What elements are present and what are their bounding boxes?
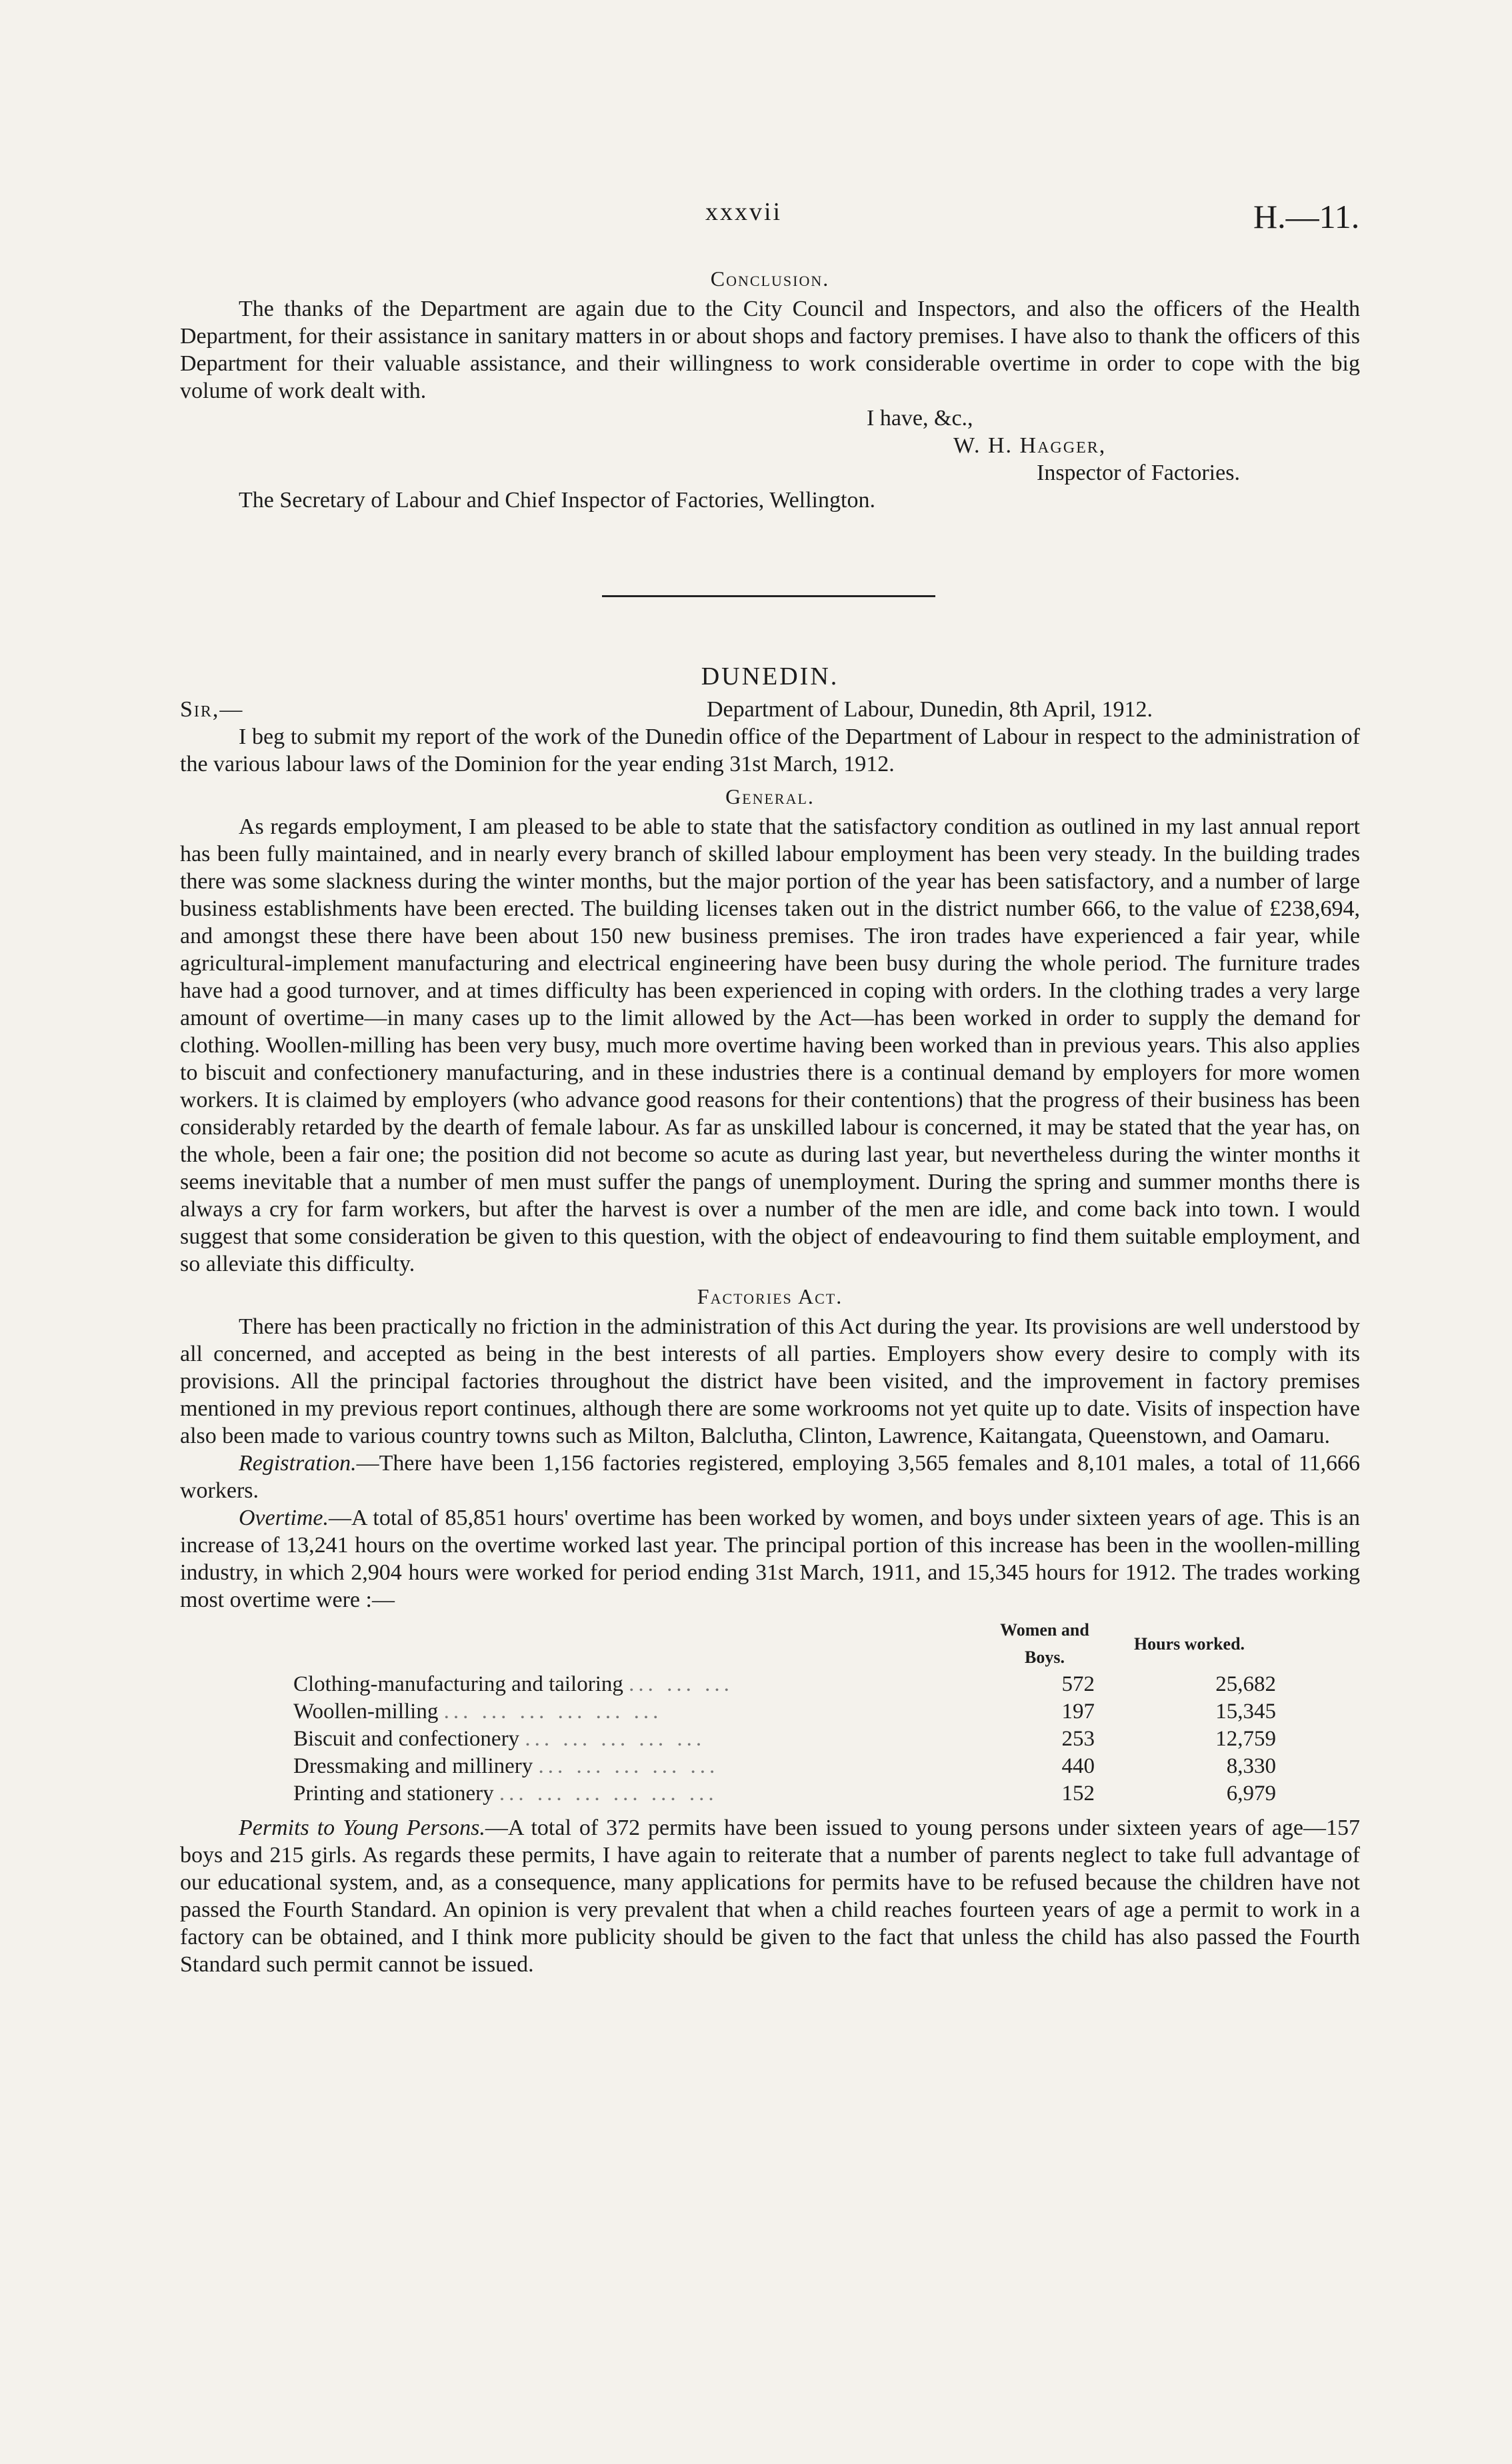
table-row: Dressmaking and millinery ... ... ... ... ... 440 8,330: [180, 1753, 1280, 1780]
hours-value: 8,330: [1226, 1754, 1276, 1778]
dunedin-section: [180, 663, 1360, 1978]
conclusion-heading: Conclusion.: [710, 267, 830, 291]
permits-label: Permits to Young Persons.: [239, 1816, 485, 1840]
table-row: Printing and stationery ... ... ... ... ... ... 152 6,979: [180, 1780, 1280, 1808]
factories-act-paragraph: There has been practically no friction in the administration of this Act during the year. Its provisions are well understood by all concerned, and accepted as being in the best interests of all parties. Employers show every desire to comply with its provisions. All the principal factories throughout the district have been visited, and the improvement in factory premises mentioned in my previous report continues, although there are some workrooms not yet quite up to date. Visits of inspection have also been made to various country towns such as Milton, Balclutha, Clinton, Lawrence, Kaitangata, Queenstown, and Oamaru.: [180, 1314, 1360, 1448]
registration-label: Registration.: [239, 1451, 357, 1476]
workers-value: 253: [1061, 1727, 1095, 1751]
col-hours-worked: Hours worked.: [1133, 1634, 1245, 1654]
hours-value: 15,345: [1215, 1700, 1276, 1724]
overtime-paragraph: Overtime.—A total of 85,851 hours' overtime has been worked by women, and boys under sixteen years of age. This is an increase of 13,241 hours on the overtime worked last year. The principal portion of this increase has been in the woollen-milling industry, in which 2,904 hours were worked for period ending 31st March, 1911, and 15,345 hours for 1912. The trades working most overtime were :—: [180, 1506, 1360, 1612]
conclusion-paragraph: The thanks of the Department are again due to the City Council and Inspectors, and also the officers of the Health Department, for their assistance in sanitary matters in or about shops and factory premises. I have also to thank the officers of this Department for their valuable assistance, and their willingness to work considerable overtime in order to cope with the big volume of work dealt with.: [180, 297, 1360, 403]
table-header-row: [180, 1616, 1280, 1671]
col-women-boys: Women and Boys.: [1000, 1620, 1089, 1667]
intro-paragraph: I beg to submit my report of the work of the Dunedin office of the Department of Labour in respect to the administration of the various labour laws of the Dominion for the year ending 31st March, 1912.: [180, 724, 1360, 776]
addressee: The Secretary of Labour and Chief Inspector of Factories, Wellington.: [239, 488, 875, 513]
page-header: [0, 197, 1512, 237]
general-paragraph: As regards employment, I am pleased to be able to state that the satisfactory condition as outlined in my last annual report has been fully maintained, and in nearly every branch of skilled labour employment has been very steady. In the building trades there was some slackness during the winter months, but the major portion of the year has been satisfactory, and a number of large business establishments have been erected. The building licenses taken out in the district number 666, to the value of £238,694, and amongst these there have been about 150 new business premises. The iron trades have experienced a fair year, while agricultural-implement manufacturing and electrical engineering have been busy during the whole period. The furniture trades have had a good turnover, and at times difficulty has been experienced in coping with orders. In the clothing trades a very large amount of overtime—in many cases up to the limit allowed by the Act—has been worked in order to supply the demand for clothing. Woollen-milling has been very busy, much more overtime having been worked than in previous years. This also applies to biscuit and confectionery manufacturing, and in these industries there is a continual demand by employers for more women workers. It is claimed by employers (who advance good reasons for their contentions) that the progress of their business has been considerably retarded by the dearth of female labour. As far as unskilled labour is concerned, it may be stated that the year has, on the whole, been a fair one; the position did not become so acute as during last year, but nevertheless during the winter months it seems inevitable that a number of men must suffer the pangs of unemployment. During the spring and summer months there is always a cry for farm workers, but after the harvest is over a number of the men are idle, and come back into town. I would suggest that some consideration be given to this question, with the object of endeavouring to find them suitable employment, and so alleviate this difficulty.: [180, 814, 1360, 1276]
dunedin-title: DUNEDIN.: [701, 662, 839, 690]
overtime-label: Overtime.: [239, 1506, 329, 1530]
hours-value: 6,979: [1226, 1782, 1276, 1806]
permits-paragraph: Permits to Young Persons.—A total of 372 permits have been issued to young persons under sixteen years of age—157 boys and 215 girls. As regards these permits, I have again to reiterate that a number of parents neglect to take full advantage of our educational system, and, as a consequence, many applications for permits have to be refused because the children have not passed the Fourth Standard. An opinion is very prevalent that when a child reaches fourteen years of age a permit to work in a factory can be obtained, and I think more publicity should be given to the fact that unless the child has also passed the Fourth Standard such permit cannot be issued.: [180, 1816, 1360, 1977]
trade-name: Clothing-manufacturing and tailoring: [293, 1672, 623, 1696]
workers-value: 572: [1061, 1672, 1095, 1696]
signatory-title: Inspector of Factories.: [1037, 461, 1240, 485]
registration-paragraph: Registration.—There have been 1,156 factories registered, employing 3,565 females and 8,101 males, a total of 11,666 workers.: [180, 1451, 1360, 1503]
overtime-table: [180, 1616, 1280, 1808]
dateline: Department of Labour, Dunedin, 8th April, 1912.: [707, 697, 1153, 722]
signatory-name: W. H. Hagger,: [953, 433, 1107, 458]
conclusion-section: [180, 260, 1360, 514]
table-row: Clothing-manufacturing and tailoring ... ... ... 572 25,682: [180, 1671, 1280, 1698]
workers-value: 197: [1061, 1700, 1095, 1724]
hours-value: 25,682: [1215, 1672, 1276, 1696]
general-heading: General.: [725, 784, 815, 808]
trade-name: Woollen-milling: [293, 1700, 439, 1724]
section-divider: [602, 595, 935, 597]
hours-value: 12,759: [1215, 1727, 1276, 1751]
workers-value: 152: [1061, 1782, 1095, 1806]
document-reference: H.—11.: [1253, 198, 1360, 235]
salutation-line: [180, 696, 1360, 723]
workers-value: 440: [1061, 1754, 1095, 1778]
table-row: Biscuit and confectionery ... ... ... ... ... 253 12,759: [180, 1726, 1280, 1753]
trade-name: Printing and stationery: [293, 1782, 494, 1806]
trade-name: Dressmaking and millinery: [293, 1754, 533, 1778]
salutation: Sir,—: [180, 697, 244, 722]
factories-act-heading: Factories Act.: [697, 1284, 843, 1308]
closing: I have, &c.,: [867, 406, 973, 431]
trade-name: Biscuit and confectionery: [293, 1727, 520, 1751]
table-row: Woollen-milling ... ... ... ... ... ... 197 15,345: [180, 1698, 1280, 1726]
page-number: xxxvii: [705, 198, 783, 226]
